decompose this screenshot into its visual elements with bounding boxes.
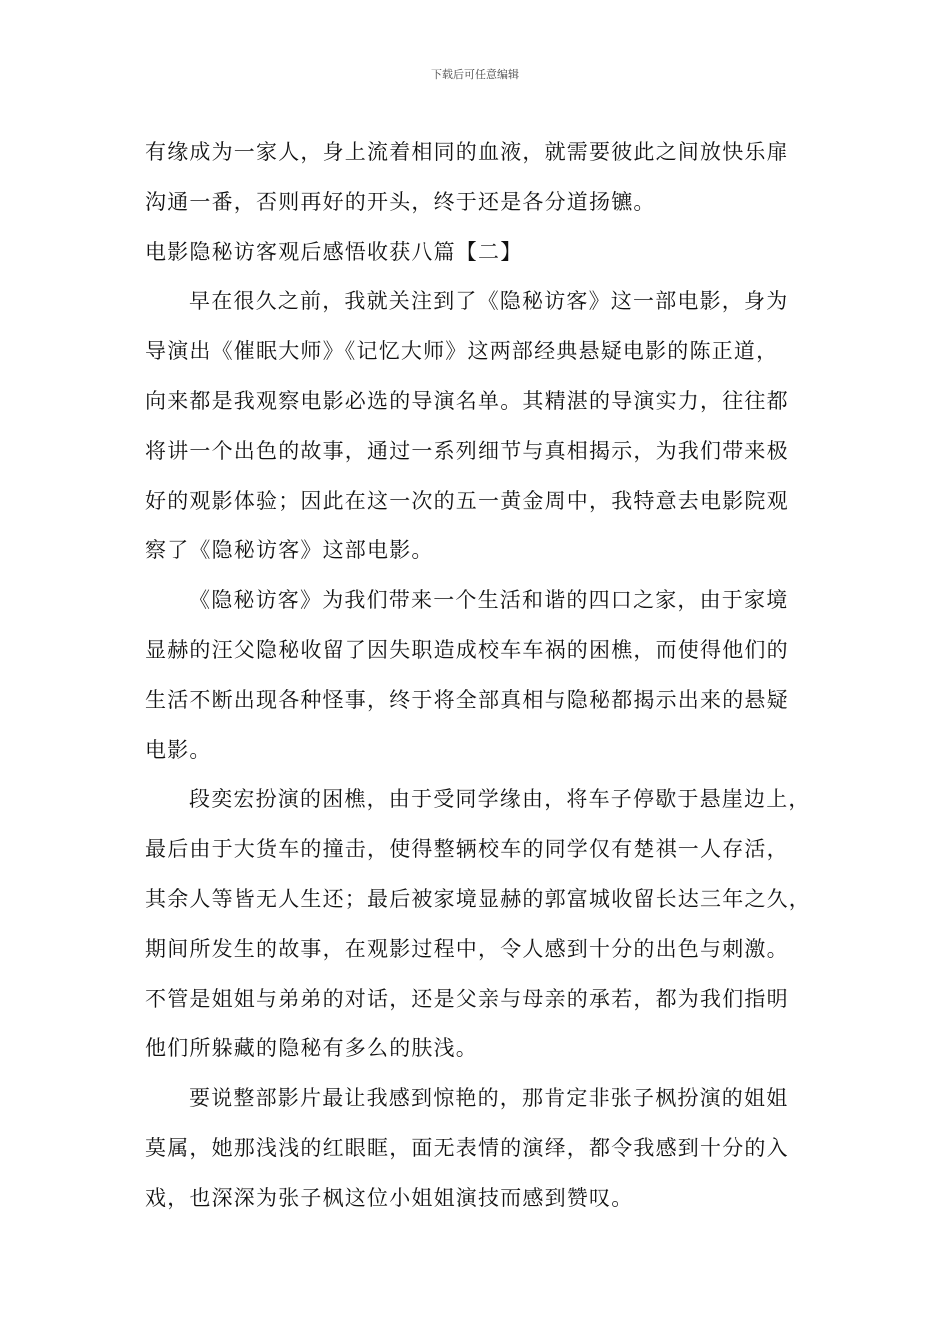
text-line: 向来都是我观察电影必选的导演名单。其精湛的导演实力，往往都 (145, 388, 789, 413)
text-line: 《隐秘访客》为我们带来一个生活和谐的四口之家，由于家境 (189, 588, 789, 613)
text-line: 有缘成为一家人，身上流着相同的血液，就需要彼此之间放快乐扉 (145, 140, 789, 164)
text-line: 戏，也深深为张子枫这位小姐姐演技而感到赞叹。 (145, 1185, 634, 1210)
text-line: 好的观影体验；因此在这一次的五一黄金周中，我特意去电影院观 (145, 488, 789, 513)
text-line: 导演出《催眠大师》《记忆大师》这两部经典悬疑电影的陈正道， (145, 339, 779, 364)
text-line: 期间所发生的故事，在观影过程中，令人感到十分的出色与刺激。 (145, 936, 789, 961)
section-heading: 电影隐秘访客观后感悟收获八篇【二】 (145, 239, 523, 264)
text-line: 莫属，她那浅浅的红眼眶，面无表情的演绎，都令我感到十分的入 (145, 1135, 789, 1160)
text-line: 不管是姐姐与弟弟的对话，还是父亲与母亲的承若，都为我们指明 (145, 986, 789, 1011)
text-line: 段奕宏扮演的困樵，由于受同学缘由，将车子停歇于悬崖边上， (189, 787, 811, 812)
text-line: 他们所躲藏的隐秘有多么的肤浅。 (145, 1036, 478, 1061)
document-body (145, 128, 825, 1224)
text-line: 要说整部影片最让我感到惊艳的，那肯定非张子枫扮演的姐姐 (189, 1086, 789, 1111)
text-line: 其余人等皆无人生还；最后被家境显赫的郭富城收留长达三年之久， (145, 886, 811, 911)
text-line: 将讲一个出色的故事，通过一系列细节与真相揭示，为我们带来极 (145, 438, 789, 463)
text-line: 最后由于大货车的撞击，使得整辆校车的同学仅有楚祺一人存活， (145, 837, 789, 862)
text-line: 沟通一番，否则再好的开头，终于还是各分道扬镳。 (145, 189, 656, 214)
text-line: 生活不断出现各种怪事，终于将全部真相与隐秘都揭示出来的悬疑 (145, 687, 789, 712)
text-line: 早在很久之前，我就关注到了《隐秘访客》这一部电影，身为 (189, 289, 789, 314)
page-header-note: 下载后可任意编辑 (431, 68, 519, 81)
text-line: 显赫的汪父隐秘收留了因失职造成校车车祸的困樵，而使得他们的 (145, 637, 789, 662)
text-line: 察了《隐秘访客》这部电影。 (145, 538, 434, 563)
text-line: 电影。 (145, 737, 212, 762)
